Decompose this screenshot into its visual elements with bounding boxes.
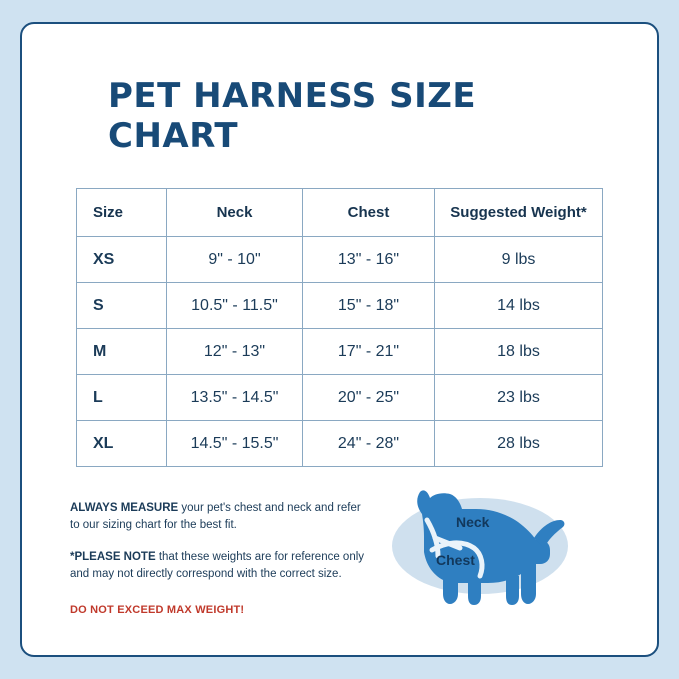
measure-note-rest: your pet's chest and neck and refer to our sizing chart for the best fit. — [70, 502, 361, 531]
cell-neck: 13.5" - 14.5" — [167, 375, 303, 421]
table-body — [77, 237, 603, 467]
weight-note — [70, 549, 370, 582]
max-weight-warning: DO NOT EXCEED MAX WEIGHT! — [70, 603, 245, 616]
cell-weight: 14 lbs — [435, 283, 603, 329]
table-row — [77, 283, 603, 329]
table-row — [77, 375, 603, 421]
table-row — [77, 237, 603, 283]
cell-weight: 23 lbs — [435, 375, 603, 421]
cell-chest: 24" - 28" — [303, 421, 435, 467]
dog-illustration-svg — [380, 476, 580, 626]
table-header — [77, 189, 603, 237]
cell-neck: 14.5" - 15.5" — [167, 421, 303, 467]
measure-note-lead: ALWAYS MEASURE — [70, 502, 179, 514]
measure-note — [70, 500, 370, 533]
cell-chest: 20" - 25" — [303, 375, 435, 421]
cell-size: L — [77, 375, 167, 421]
cell-neck: 10.5" - 11.5" — [167, 283, 303, 329]
cell-chest: 17" - 21" — [303, 329, 435, 375]
dog-front-leg — [468, 576, 481, 605]
cell-weight: 18 lbs — [435, 329, 603, 375]
table-header-row — [77, 189, 603, 237]
cell-chest: 13" - 16" — [303, 237, 435, 283]
weight-note-lead: *PLEASE NOTE — [70, 551, 156, 564]
size-chart-card — [20, 22, 659, 657]
cell-size: S — [77, 283, 167, 329]
notes-block — [70, 476, 370, 635]
cell-weight: 28 lbs — [435, 421, 603, 467]
dog-diagram — [370, 476, 609, 626]
column-header-neck: Neck — [167, 189, 303, 237]
size-chart-table — [76, 188, 603, 467]
cell-size: XL — [77, 421, 167, 467]
table-row — [77, 421, 603, 467]
table-row — [77, 329, 603, 375]
page-title: PET HARNESS SIZE CHART — [108, 76, 477, 156]
cell-weight: 9 lbs — [435, 237, 603, 283]
footer-section — [70, 476, 609, 635]
column-header-chest: Chest — [303, 189, 435, 237]
neck-label: Neck — [456, 514, 490, 530]
chest-label: Chest — [436, 552, 475, 568]
column-header-weight: Suggested Weight* — [435, 189, 603, 237]
cell-neck: 9" - 10" — [167, 237, 303, 283]
weight-note-rest: that these weights are for reference only and may not directly correspond with the correct size. — [70, 551, 365, 581]
cell-neck: 12" - 13" — [167, 329, 303, 375]
column-header-size: Size — [77, 189, 167, 237]
cell-size: M — [77, 329, 167, 375]
dog-back-leg — [506, 576, 519, 605]
cell-chest: 15" - 18" — [303, 283, 435, 329]
cell-size: XS — [77, 237, 167, 283]
